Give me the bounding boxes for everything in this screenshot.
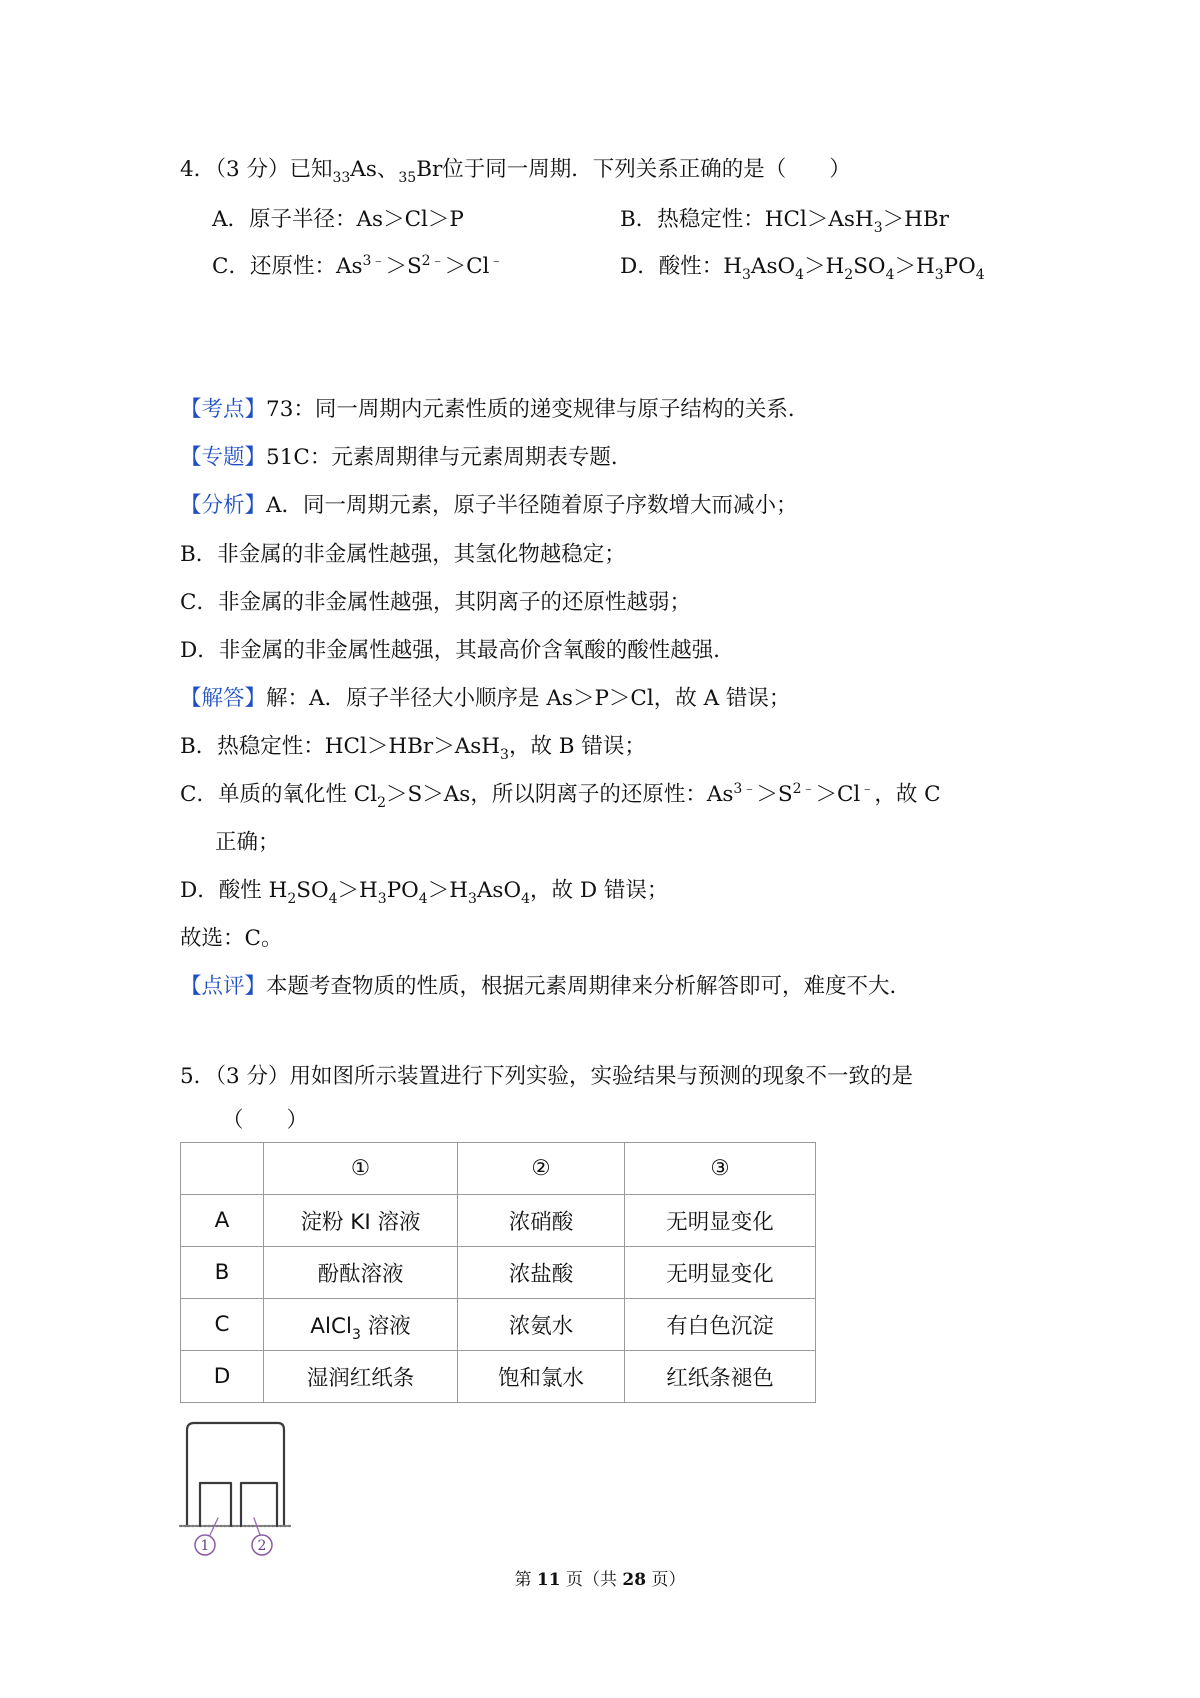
q4-option-d: D．酸性：$H_3AsO_4>H_2SO_4>H_3PO_4$ [620, 254, 985, 283]
table-cell: ② [458, 1143, 625, 1195]
kaodian-label: 【考点】 [180, 397, 267, 422]
table-cell: A [181, 1195, 264, 1247]
table-cell: 无明显变化 [625, 1195, 816, 1247]
page-total: 28 [622, 1570, 647, 1590]
fenxi-label: 【分析】 [180, 493, 267, 518]
table-header-row [181, 1143, 816, 1195]
table-cell [181, 1143, 264, 1195]
table-row [181, 1351, 816, 1403]
table-cell: 浓盐酸 [458, 1247, 625, 1299]
q4-option-a: A．原子半径：As＞Cl＞P [212, 207, 464, 232]
fenxi-d: D．非金属的非金属性越强，其最高价含氧酸的酸性越强． [180, 638, 735, 663]
table-cell: 浓氨水 [458, 1299, 625, 1351]
table-cell: 浓硝酸 [458, 1195, 625, 1247]
jieda-line: 【解答】解：A．原子半径大小顺序是 As＞P＞Cl，故 A 错误； [180, 686, 791, 711]
zhuanti-label: 【专题】 [180, 445, 267, 470]
apparatus-figure [178, 1418, 298, 1558]
q4-option-b: B．热稳定性：HCl＞AsH$_3$＞HBr [620, 207, 949, 236]
table-cell: 红纸条褪色 [625, 1351, 816, 1403]
table-cell: ③ [625, 1143, 816, 1195]
table-row [181, 1299, 816, 1351]
guxuan: 故选：C。 [180, 926, 283, 951]
jieda-c-cont: 正确； [215, 830, 280, 855]
dianping-label: 【点评】 [180, 974, 267, 999]
jieda-b: B．热稳定性：HCl＞HBr＞AsH$_3$，故 B 错误； [180, 734, 646, 763]
q4-option-c: C．还原性：$As^{3﹣}>S^{2﹣}>Cl^﹣$ [212, 253, 504, 279]
zhuanti-line: 【专题】51C：元素周期律与元素周期表专题． [180, 445, 633, 470]
jieda-c: C．单质的氧化性 $Cl_2>S>As$，所以阴离子的还原性：$As^{3﹣}>S^{2﹣}>Cl^﹣$，故 C [180, 781, 941, 811]
table-cell: 无明显变化 [625, 1247, 816, 1299]
kaodian-line: 【考点】73：同一周期内元素性质的递变规律与原子结构的关系． [180, 397, 810, 422]
figure-label-1: 1 [200, 1538, 210, 1554]
table-cell: 淀粉 KI 溶液 [264, 1195, 458, 1247]
q5-table [180, 1142, 816, 1403]
fenxi-b: B．非金属的非金属性越强，其氢化物越稳定； [180, 542, 626, 567]
table-row [181, 1195, 816, 1247]
table-cell: D [181, 1351, 264, 1403]
q4-stem: 4．（3 分）已知$_{33}$As、$_{35}$Br位于同一周期．下列关系正确的是（ ） [180, 157, 851, 186]
jieda-d: D．酸性 $H_2SO_4>H_3PO_4>H_3AsO_4$，故 D 错误； [180, 878, 669, 907]
table-cell: AlCl$_3$ 溶液 [264, 1299, 458, 1351]
dianping-line: 【点评】本题考查物质的性质，根据元素周期律来分析解答即可，难度不大． [180, 974, 912, 999]
figure-label-2: 2 [257, 1538, 267, 1554]
beaker-1 [200, 1483, 231, 1526]
table-cell: 湿润红纸条 [264, 1351, 458, 1403]
page-footer: 第 11 页（共 28 页） [514, 1570, 686, 1590]
q5-stem: 5．（3 分）用如图所示装置进行下列实验，实验结果与预测的现象不一致的是 [180, 1064, 913, 1089]
table-cell: 饱和氯水 [458, 1351, 625, 1403]
table-cell: ① [264, 1143, 458, 1195]
q5-paren: （ ） [222, 1108, 309, 1133]
fenxi-c: C．非金属的非金属性越强，其阴离子的还原性越弱； [180, 590, 691, 615]
table-row [181, 1247, 816, 1299]
table-cell: 酚酞溶液 [264, 1247, 458, 1299]
page-number: 11 [536, 1570, 561, 1590]
jieda-label: 【解答】 [180, 686, 267, 711]
bell-jar [187, 1423, 284, 1526]
table-cell: C [181, 1299, 264, 1351]
fenxi-line: 【分析】A．同一周期元素，原子半径随着原子序数增大而减小； [180, 493, 798, 518]
table-cell: B [181, 1247, 264, 1299]
beaker-2 [241, 1483, 277, 1526]
table-cell: 有白色沉淀 [625, 1299, 816, 1351]
